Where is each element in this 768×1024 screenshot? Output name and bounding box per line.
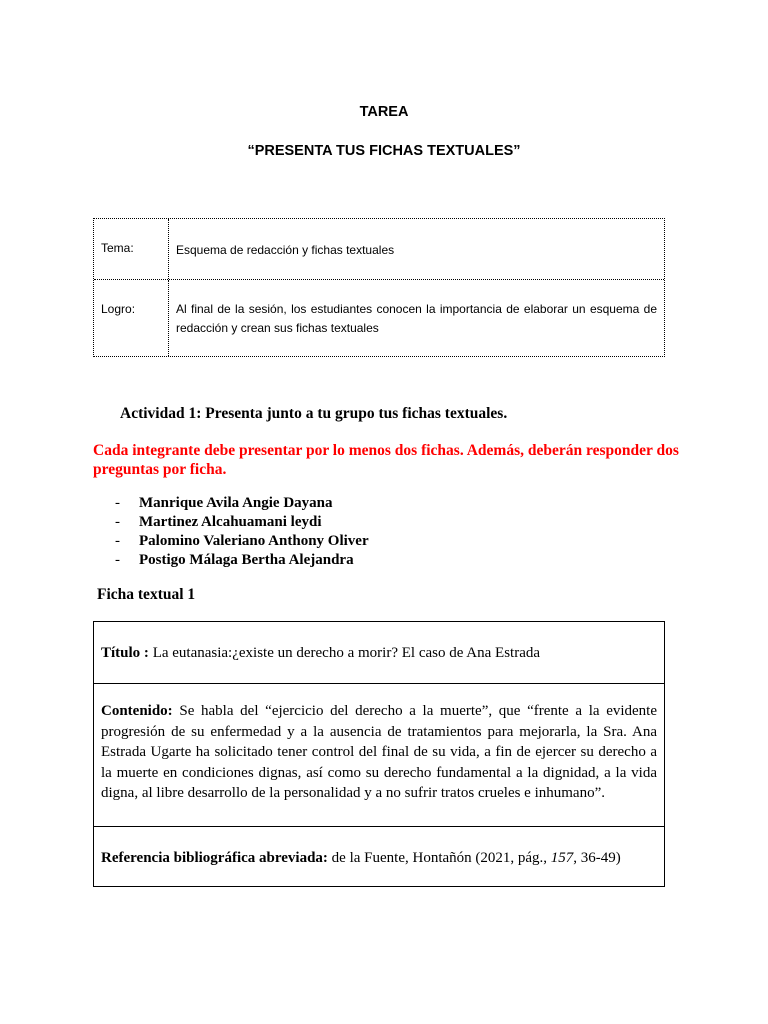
ficha-content-row bbox=[94, 684, 664, 827]
logro-value: Al final de la sesión, los estudiantes conocen la importancia de elaborar un esquema de redacción y crean sus fichas textuales bbox=[176, 302, 657, 335]
activity-heading: Actividad 1: Presenta junto a tu grupo tus fichas textuales. bbox=[120, 405, 508, 422]
ficha-content-label: Contenido: bbox=[101, 703, 173, 719]
ficha-reference-value bbox=[332, 850, 621, 866]
reference-volume: 157 bbox=[550, 850, 574, 866]
list-item bbox=[115, 513, 369, 532]
bullet-dash: - bbox=[115, 495, 120, 511]
bullet-dash: - bbox=[115, 552, 120, 568]
column-divider bbox=[168, 219, 169, 279]
info-table bbox=[93, 218, 665, 357]
logro-row bbox=[94, 280, 664, 356]
logro-label: Logro: bbox=[101, 302, 136, 316]
member-name: Manrique Avila Angie Dayana bbox=[139, 495, 333, 511]
ficha-content-value: Se habla del “ejercicio del derecho a la muerte”, que “frente a la evidente progresión de su enfermedad y a la ausencia de tratamientos para mejorarla, la Sra. Ana Estrada Ugarte ha solicitado tener control del final de su vida, a fin de ejercer su derecho a la muerte en condiciones dignas, así como su derecho fundamental a la dignidad, a la vida digna, al libre desarrollo de la personalidad y a no sufrir tratos crueles e inhumano”. bbox=[101, 703, 657, 801]
tema-row bbox=[94, 219, 664, 280]
list-item bbox=[115, 532, 369, 551]
reference-authors: de la Fuente, Hontañón (2021, pág., bbox=[331, 850, 551, 866]
column-divider bbox=[168, 280, 169, 356]
list-item bbox=[115, 494, 369, 513]
ficha-reference-label: Referencia bibliográfica abreviada: bbox=[101, 850, 328, 866]
ficha-title-value: La eutanasia:¿existe un derecho a morir? El caso de Ana Estrada bbox=[152, 645, 541, 661]
ficha-label: Ficha textual 1 bbox=[97, 586, 196, 603]
page-title: TAREA bbox=[359, 104, 409, 120]
reference-pages: , 36-49) bbox=[573, 850, 621, 866]
member-name: Postigo Málaga Bertha Alejandra bbox=[139, 552, 354, 568]
ficha-reference-row bbox=[94, 827, 664, 886]
ficha-table bbox=[93, 621, 665, 887]
tema-label: Tema: bbox=[101, 241, 134, 255]
list-item bbox=[115, 551, 369, 570]
ficha-title-label: Título : bbox=[101, 645, 149, 661]
tema-value: Esquema de redacción y fichas textuales bbox=[176, 243, 395, 257]
bullet-dash: - bbox=[115, 514, 120, 530]
member-name: Palomino Valeriano Anthony Oliver bbox=[139, 533, 369, 549]
ficha-title-row bbox=[94, 622, 664, 684]
page-subtitle: “PRESENTA TUS FICHAS TEXTUALES” bbox=[247, 143, 521, 159]
bullet-dash: - bbox=[115, 533, 120, 549]
member-list bbox=[115, 494, 369, 570]
member-name: Martinez Alcahuamani leydi bbox=[139, 514, 322, 530]
activity-instruction: Cada integrante debe presentar por lo menos dos fichas. Además, deberán responder dos preguntas por ficha. bbox=[93, 442, 679, 478]
